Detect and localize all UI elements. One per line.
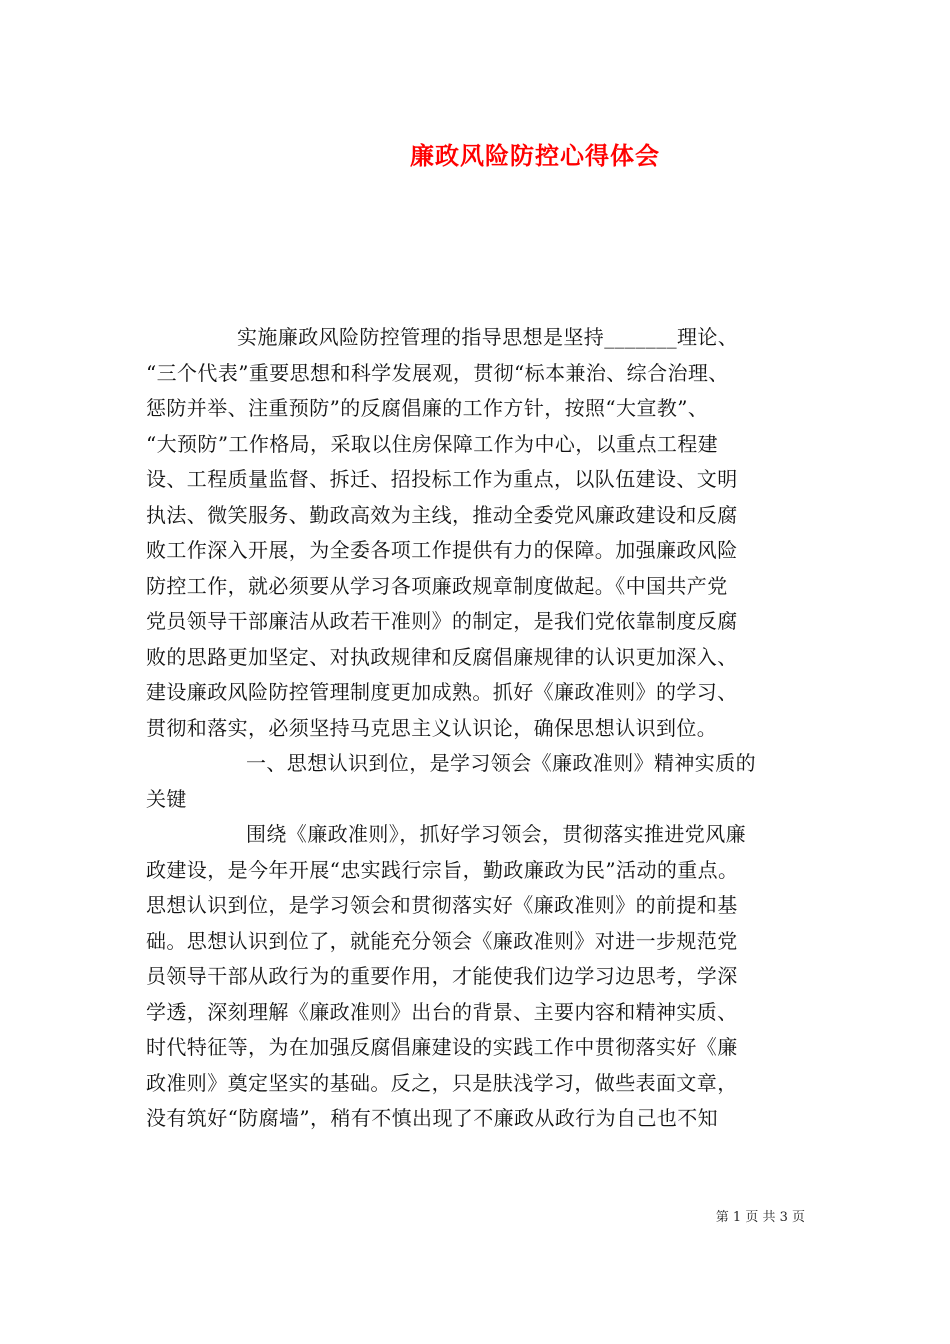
text-line: 学透，深刻理解《廉政准则》出台的背景、主要内容和精神实质、 <box>146 999 738 1024</box>
text-line: 政建设，是今年开展“忠实践行宗旨，勤政廉政为民”活动的重点。 <box>146 857 739 882</box>
text-line: 败的思路更加坚定、对执政规律和反腐倡廉规律的认识更加深入、 <box>146 644 738 669</box>
text-line: 员领导干部从政行为的重要作用，才能使我们边学习边思考，学深 <box>146 964 738 988</box>
text-line: 围绕《廉政准则》，抓好学习领会，贯彻落实推进党风廉 <box>246 822 746 846</box>
text-line: “三个代表”重要思想和科学发展观，贯彻“标本兼治、综合治理、 <box>146 360 729 385</box>
text-line: 党员领导干部廉洁从政若干准则》的制定，是我们党依靠制度反腐 <box>146 609 738 633</box>
text-line: 败工作深入开展，为全委各项工作提供有力的保障。加强廉政风险 <box>146 538 738 562</box>
text-line: 政准则》奠定坚实的基础。反之，只是肤浅学习，做些表面文章， <box>146 1070 738 1095</box>
text-line: 实施廉政风险防控管理的指导思想是坚持_______理论、 <box>237 325 739 349</box>
text-line: 执法、微笑服务、勤政高效为主线，推动全委党风廉政建设和反腐 <box>146 502 738 527</box>
text-line: 时代特征等，为在加强反腐倡廉建设的实践工作中贯彻落实好《廉 <box>146 1035 738 1059</box>
text-line: 础。思想认识到位了，就能充分领会《廉政准则》对进一步规范党 <box>146 928 738 953</box>
text-line: 思想认识到位，是学习领会和贯彻落实好《廉政准则》的前提和基 <box>146 893 738 917</box>
page-number: 第 1 页 共 3 页 <box>715 1210 805 1225</box>
text-line: 贯彻和落实，必须坚持马克思主义认识论，确保思想认识到位。 <box>146 715 718 740</box>
text-line: 没有筑好“防腐墙”，稍有不慎出现了不廉政从政行为自己也不知 <box>146 1106 719 1130</box>
section-heading: 一、思想认识到位，是学习领会《廉政准则》精神实质的 <box>246 751 756 775</box>
document-body <box>146 320 810 1137</box>
text-line: “大预防”工作格局，采取以住房保障工作为中心，以重点工程建 <box>146 431 719 456</box>
text-line: 惩防并举、注重预防”的反腐倡廉的工作方针，按照“大宣教”、 <box>146 396 709 420</box>
text-line: 建设廉政风险防控管理制度更加成熟。抓好《廉政准则》的学习、 <box>146 680 738 704</box>
text-line: 设、工程质量监督、拆迁、招投标工作为重点，以队伍建设、文明 <box>146 467 738 491</box>
document-title: 廉政风险防控心得体会 <box>410 141 660 170</box>
text-line: 防控工作，就必须要从学习各项廉政规章制度做起。《中国共产党 <box>146 573 728 598</box>
section-heading-continued: 关键 <box>146 786 187 811</box>
